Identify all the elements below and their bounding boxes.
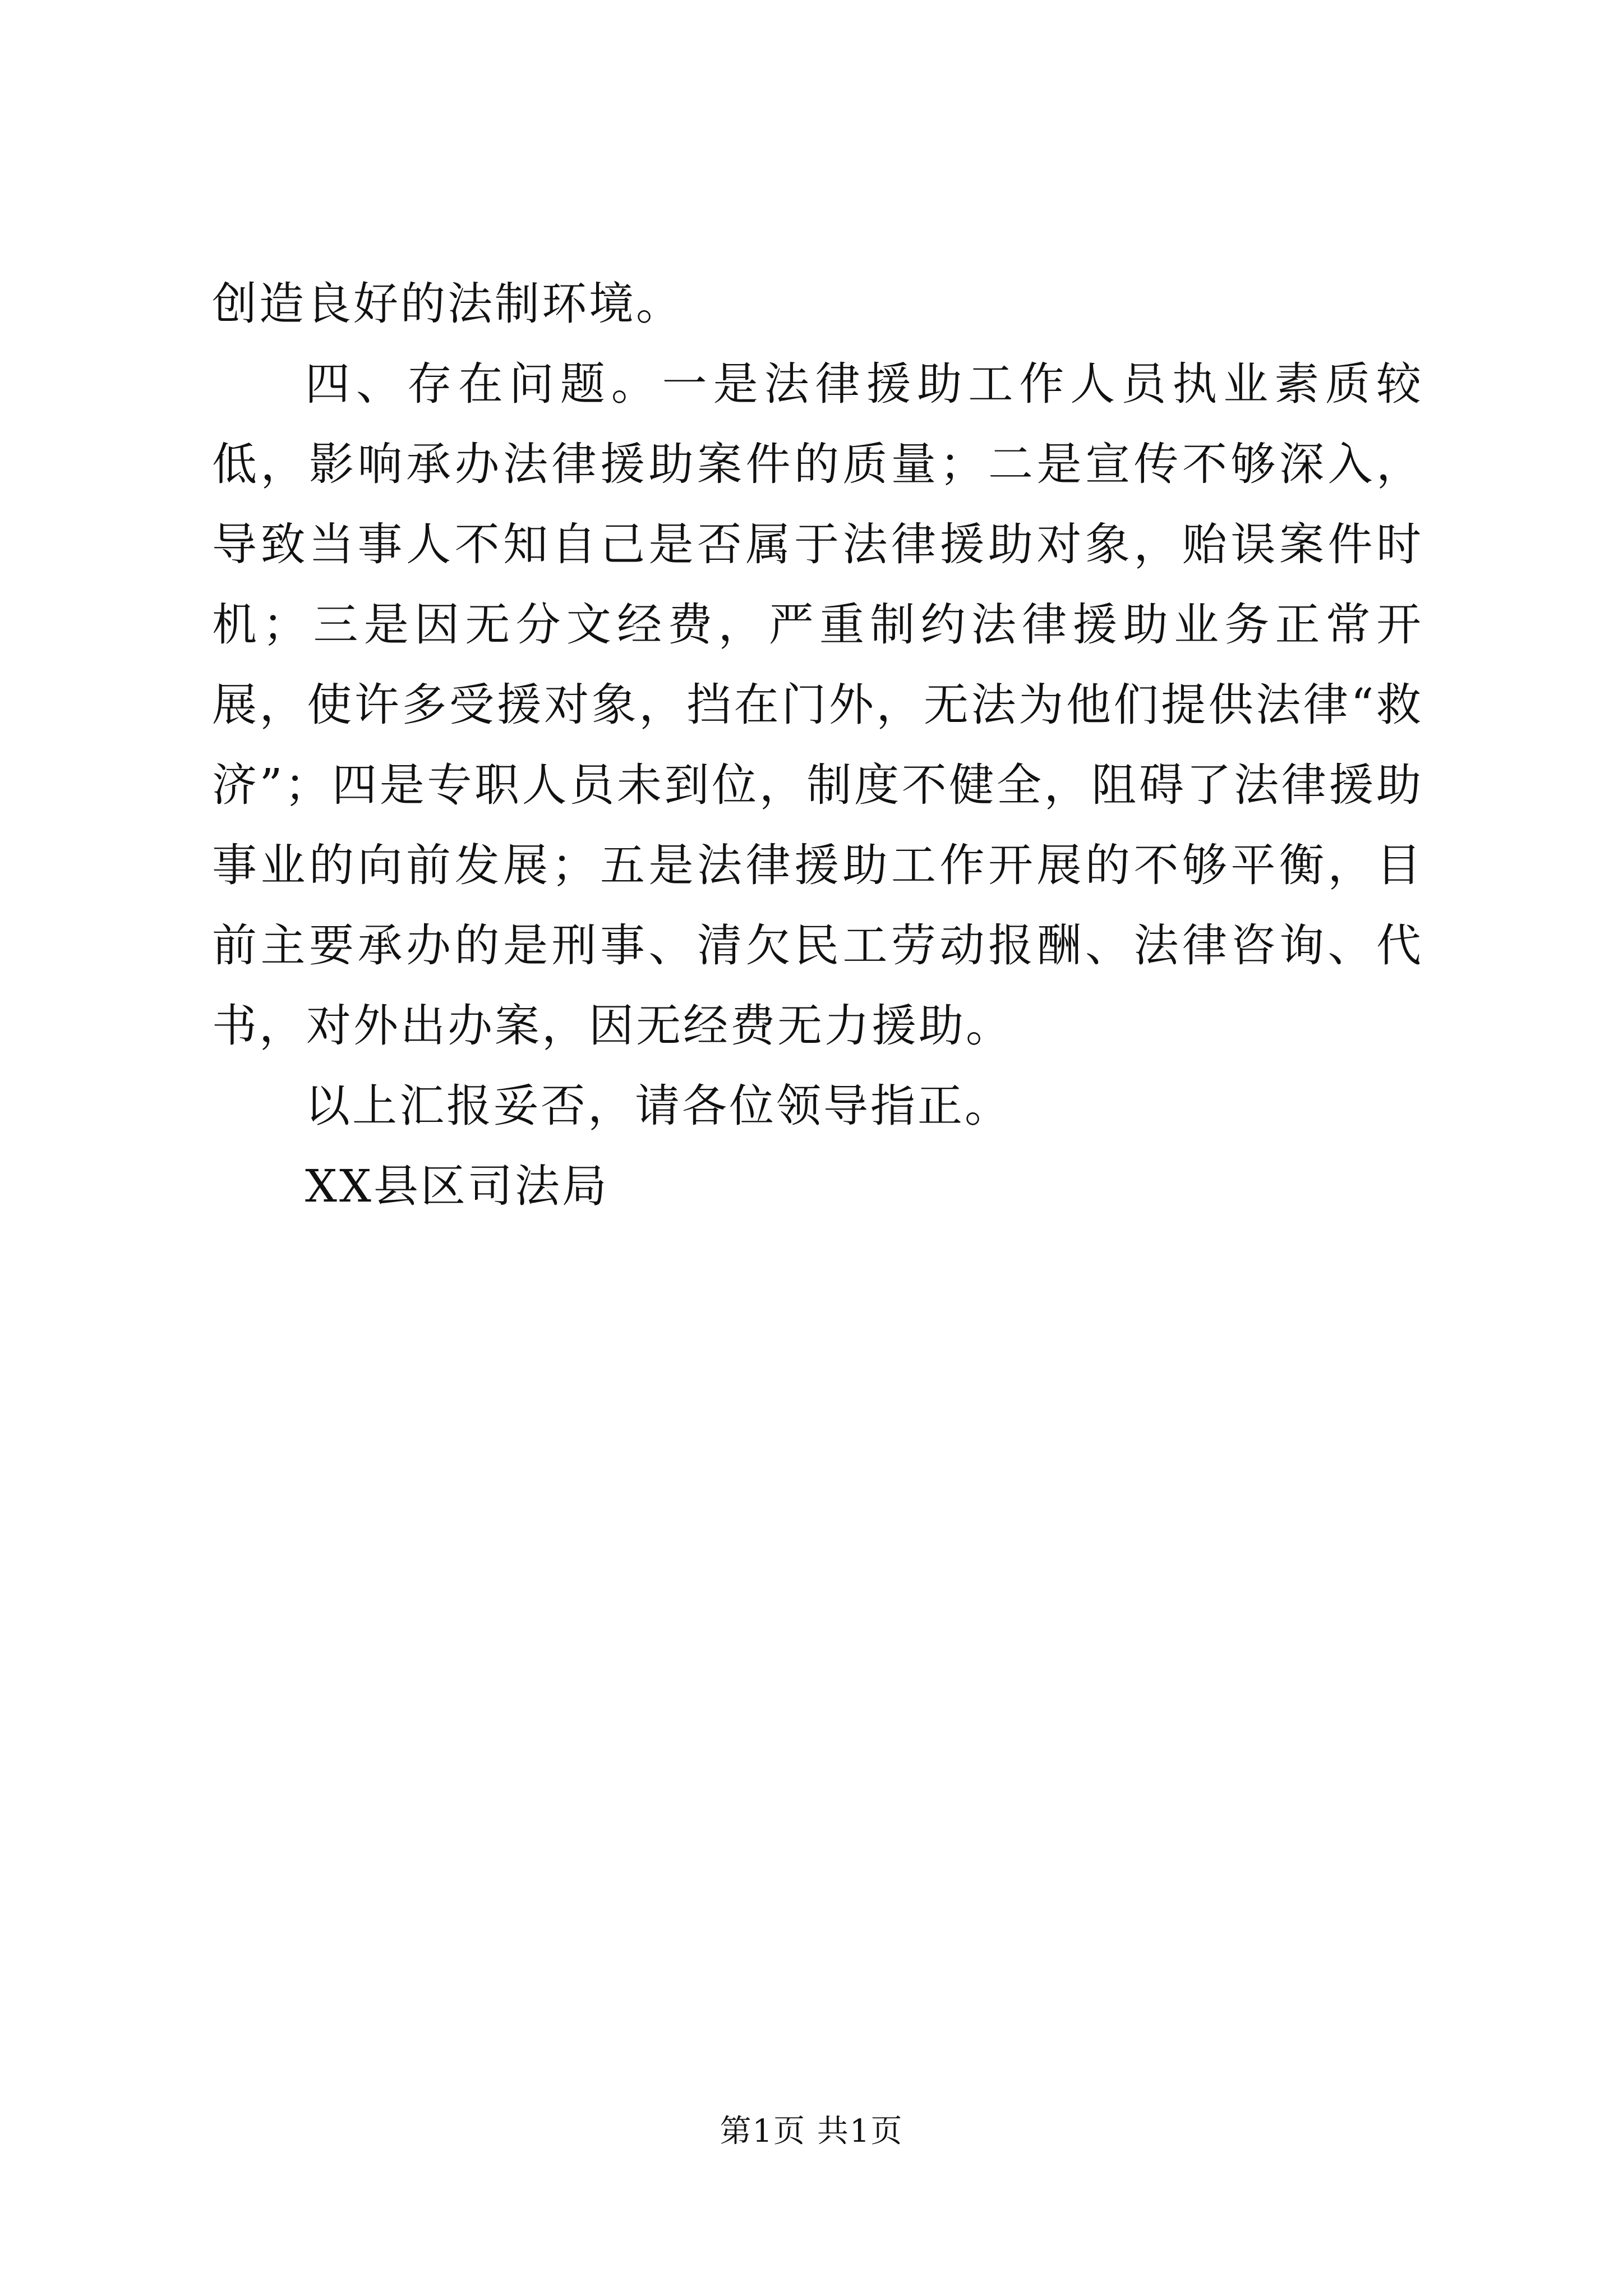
paragraph-existing-problems: 四、存在问题。一是法律援助工作人员执业素质较低，影响承办法律援助案件的质量；二是宣传不够深入，导致当事人不知自己是否属于法律援助对象，贻误案件时机；三是因无分文经费，严重制约法律援助业务正常开展，使许多受援对象，挡在门外，无法为他们提供法律“救济”；四是专职人员未到位，制度不健全，阻碍了法律援助事业的向前发展；五是法律援助工作开展的不够平衡，目前主要承办的是刑事、清欠民工劳动报酬、法律咨询、代书，对外出办案，因无经费无力援助。 [212, 358, 1423, 1052]
document-body [212, 264, 1423, 1226]
paragraph-continuation: 创造良好的法制环境。 [212, 278, 683, 330]
signature-organization: XX县区司法局 [305, 1160, 609, 1212]
paragraph-closing-remark: 以上汇报妥否，请各位领导指正。 [305, 1080, 1012, 1132]
page-footer: 第1页 共1页 [720, 2113, 903, 2150]
